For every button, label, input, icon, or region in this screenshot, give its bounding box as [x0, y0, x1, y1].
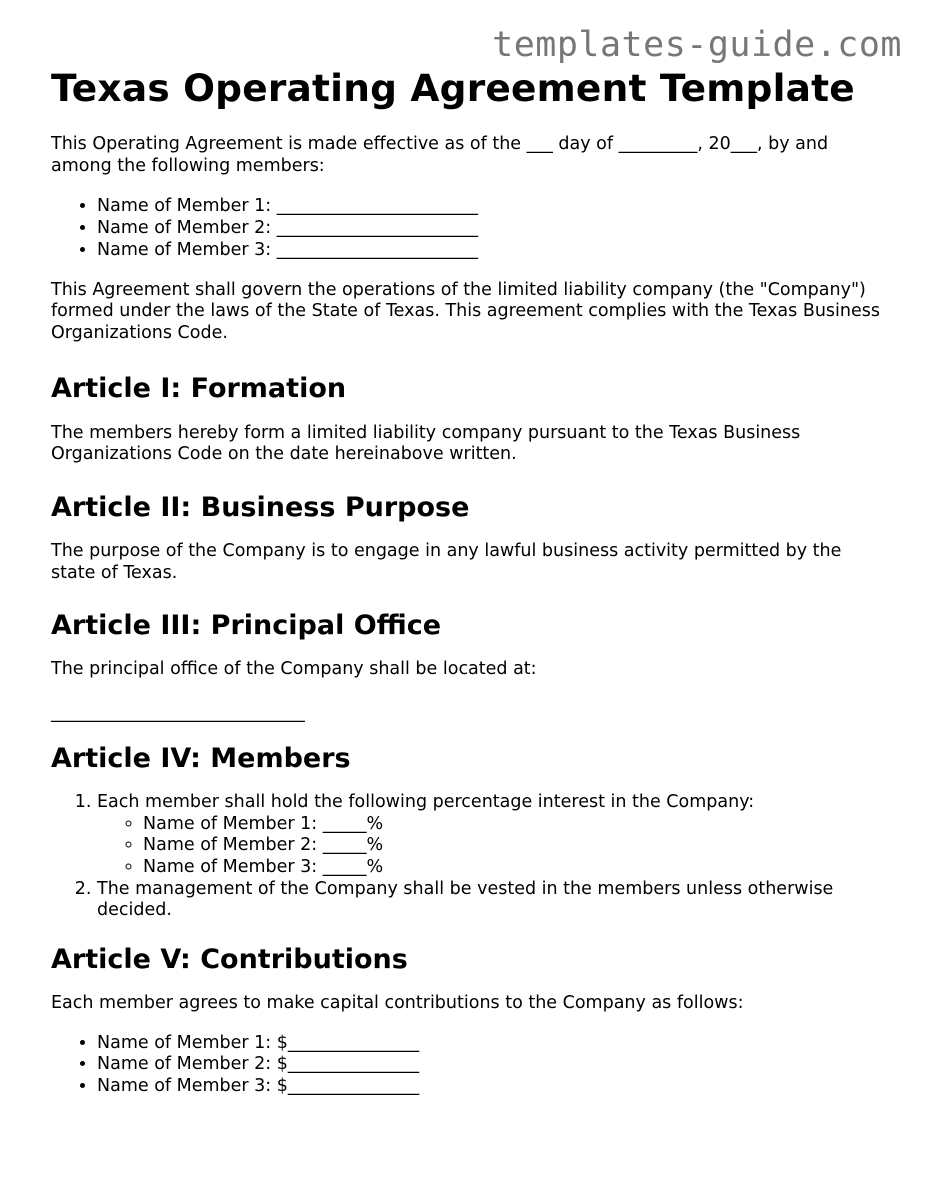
article-2-heading: Article II: Business Purpose	[51, 492, 470, 524]
article-1-heading: Article I: Formation	[51, 372, 347, 404]
page-title: Texas Operating Agreement Template	[51, 66, 855, 110]
members-ordered-list	[51, 792, 881, 922]
list-item: 2. The management of the Company shall be vested in the members unless otherwise decided.	[97, 879, 881, 922]
intro-paragraph: This Operating Agreement is made effective as of the ___ day of _________, 20___, by and among the following members:	[51, 134, 829, 176]
list-item: ◦ Name of Member 3: _____%	[143, 857, 881, 879]
contributions-list	[51, 1033, 881, 1098]
article-3-text: The principal office of the Company shall be located at:	[51, 659, 537, 680]
members-list	[51, 196, 881, 261]
list-item: ◦ Name of Member 2: _____%	[143, 835, 881, 857]
article-3-heading: Article III: Principal Office	[51, 610, 442, 642]
article-1-text: The members hereby form a limited liability company pursuant to the Texas Business Organizations Code on the date hereinabove written.	[51, 422, 801, 465]
list-item: • Name of Member 1: $_______________	[97, 1033, 881, 1055]
governance-paragraph: This Agreement shall govern the operations of the limited liability company (the "Company") formed under the laws of the State of Texas. This agreement complies with the Texas Business Organizations Code.	[51, 279, 881, 343]
office-address-line: _____________________________	[51, 703, 305, 724]
article-4-heading: Article IV: Members	[51, 742, 351, 774]
watermark: templates-guide.com	[492, 25, 902, 65]
list-item: ◦ Name of Member 1: _____%	[143, 814, 881, 836]
interest-list	[97, 814, 881, 879]
article-5-heading: Article V: Contributions	[51, 944, 408, 976]
interest-intro: Each member shall hold the following percentage interest in the Company:	[97, 791, 755, 812]
article-2-text: The purpose of the Company is to engage in any lawful business activity permitted by the state of Texas.	[51, 541, 842, 583]
list-item: • Name of Member 1: _______________________	[97, 196, 881, 218]
list-item	[97, 792, 881, 879]
list-item: • Name of Member 3: $_______________	[97, 1076, 881, 1098]
list-item: • Name of Member 2: _______________________	[97, 218, 881, 240]
document	[51, 66, 881, 1098]
list-item: • Name of Member 3: _______________________	[97, 240, 881, 262]
article-5-text: Each member agrees to make capital contributions to the Company as follows:	[51, 993, 744, 1014]
list-item: • Name of Member 2: $_______________	[97, 1054, 881, 1076]
